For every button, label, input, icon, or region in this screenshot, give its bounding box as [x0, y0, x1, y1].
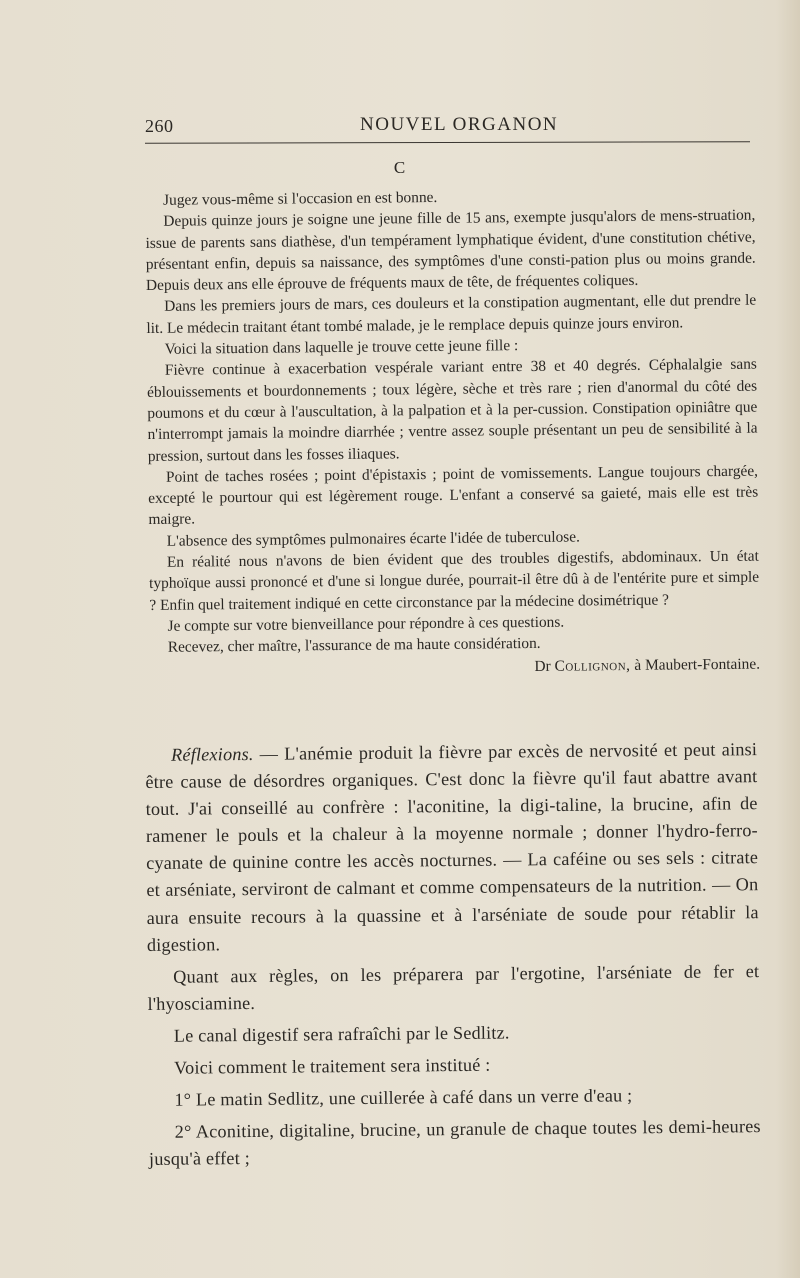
- reflections-paragraph: 1° Le matin Sedlitz, une cuillerée à café dans un verre d'eau ;: [174, 1085, 633, 1110]
- page-header: [145, 114, 750, 140]
- section-letter: C: [393, 158, 407, 177]
- running-title: NOUVEL ORGANON: [360, 114, 559, 135]
- reflections-paragraph: 2° Aconitine, digitaline, brucine, un granule de chaque toutes les demi-heures jusqu'à effet ;: [148, 1116, 761, 1170]
- letter-paragraph: En réalité nous n'avons de bien évident que des troubles digestifs, abdominaux. Un état typhoïque aussi prononcé et d'une si longue durée, pourrait-il être dû à de l'entérite pure et simple ? Enfin quel traitement indiqué en cette circonstance par la médecine dosimétrique ?: [149, 547, 760, 614]
- letter-paragraph: Voici la situation dans laquelle je trouve cette jeune fille :: [164, 337, 519, 358]
- letter-paragraph: Depuis quinze jours je soigne une jeune fille de 15 ans, exempte jusqu'alors de mens-struation, issue de parents sans diathèse, d'un tempérament lymphatique évident, d'une constitution chétive, présentant enfin, depuis sa naissance, des symptômes d'une consti-pation plus ou moins grande. Depuis deux ans elle éprouve de fréquents maux de tête, de fréquentes coliques.: [145, 206, 756, 295]
- letter-paragraph: Recevez, cher maître, l'assurance de ma haute considération.: [167, 635, 541, 657]
- signature-name: Collignon,: [554, 656, 631, 675]
- signature-place: à Maubert-Fontaine.: [634, 655, 761, 674]
- reflections-text: — L'anémie produit la fièvre par excès de nervosité et peut ainsi être cause de désordres organiques. C'est donc la fièvre qu'il faut abattre avant tout. J'ai conseillé au confrère : l'aconitine, la digi-taline, la brucine, afin de ramener le pouls et la chaleur à la moyenne normale ; donner l'hydro-ferro-cyanate de quinine contre les accès nocturnes. — La caféine ou ses sels : citrate et arséniate, serviront de calmant et comme compensateurs de la nutrition. — On aura ensuite recours à la quassine et à l'arséniate de soude pour rétablir la digestion.: [145, 739, 759, 955]
- reflections-paragraph: Le canal digestif sera rafraîchi par le Sedlitz.: [173, 1022, 510, 1046]
- letter-paragraph: Je compte sur votre bienveillance pour répondre à ces questions.: [167, 613, 565, 635]
- header-rule: [145, 141, 750, 144]
- reflections-paragraph: Voici comment le traitement sera institué :: [174, 1054, 491, 1078]
- signature-title: Dr: [534, 657, 551, 675]
- letter-paragraph: Dans les premiers jours de mars, ces douleurs et la constipation augmentant, elle dut prendre le lit. Le médecin traitant étant tombé malade, je le remplace depuis quinze jours environ.: [146, 292, 757, 337]
- reflections-heading: Réflexions.: [171, 743, 254, 765]
- letter-paragraph: Point de taches rosées ; point d'épistaxis ; point de vomissements. Langue toujours chargée, excepté le pourtour qui est légèrement rouge. L'enfant a conservé sa gaieté, mais elle est très maigre.: [148, 462, 759, 529]
- letter-body: [145, 184, 760, 681]
- reflections-section: [145, 736, 761, 1178]
- letter-paragraph: Jugez vous-même si l'occasion en est bonne.: [163, 188, 438, 209]
- reflections-paragraph: Quant aux règles, on les préparera par l'ergotine, l'arséniate de fer et l'hyosciamine.: [147, 960, 760, 1014]
- letter-paragraph: Fièvre continue à exacerbation vespérale variant entre 38 et 40 degrés. Céphalalgie sans éblouissements et bourdonnements ; toux légère, sèche et très rare ; rien d'anormal du côté des poumons et du cœur à l'auscultation, à la palpation et à la per-cussion. Constipation opiniâtre que n'interrompt jamais la moindre diarrhée ; ventre assez souple présentant un peu de sensibilité à la pression, surtout dans les fosses iliaques.: [147, 355, 758, 465]
- reflections-paragraph: [145, 736, 759, 959]
- letter-paragraph: L'absence des symptômes pulmonaires écarte l'idée de tuberculose.: [166, 528, 580, 550]
- page-number: 260: [145, 116, 174, 136]
